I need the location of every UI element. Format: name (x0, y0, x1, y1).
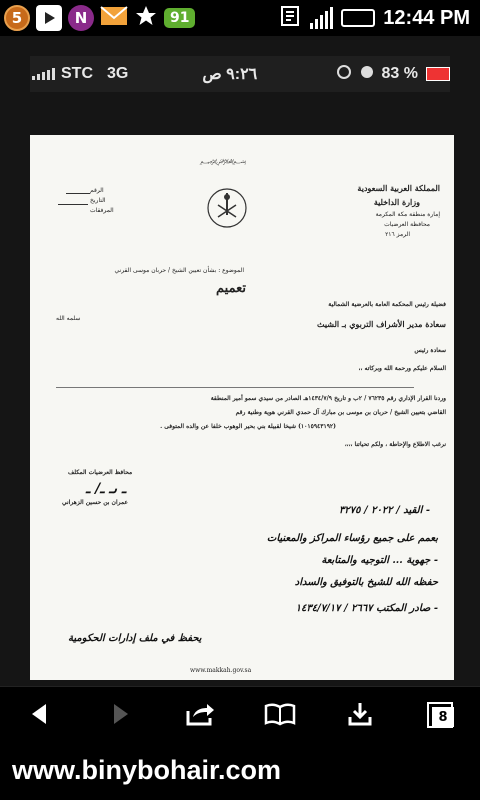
greeting: السلام عليكم ورحمة الله وبركاته ،، (358, 365, 446, 372)
photographed-phone-status-bar (30, 56, 450, 92)
signatory-name: عمران بن حسين الزهراني (62, 499, 128, 506)
tab-count: 8 (432, 707, 454, 727)
letterhead-attachments: المرفقات (90, 207, 114, 214)
photographed-time: ٩:٢٦ ص (202, 66, 258, 83)
usb-debug-icon (278, 4, 302, 32)
browser-navigation-bar (0, 686, 480, 741)
letterhead-date: التاريخ (90, 197, 106, 204)
handwritten-line-5: - صادر المكتب ٢٦٦٧ / ١٤٣٤/٧/١٧ (295, 603, 438, 614)
footer-website: www.makkah.gov.sa (190, 667, 252, 674)
bookmarks-button[interactable] (260, 694, 300, 734)
updates-count-badge[interactable]: 91 (164, 8, 195, 28)
body-line-3: (١٠١٥٩٤٣١٩٢) شيخا لقبيلة بني بحير الوهوب خلفا عن والده المتوفى . (160, 423, 336, 430)
clock: 12:44 PM (383, 6, 470, 29)
handwritten-line-2: بعمم على جميع رؤساء المراكز والمعنيات (266, 533, 438, 544)
download-icon (347, 701, 373, 727)
back-arrow-icon (28, 702, 52, 726)
battery-icon (341, 9, 375, 27)
forward-button[interactable] (100, 694, 140, 734)
regards-text: سلمه الله (56, 315, 81, 322)
mail-icon[interactable] (100, 5, 128, 31)
recipient-2: سعادة مدير الأشراف التربوي بـ الشيث (317, 319, 446, 329)
circular-title: تعميم (216, 281, 246, 296)
app-notification-icon[interactable]: N (68, 5, 94, 31)
handwritten-line-3: - جهوية ... التوجيه والمتابعة (321, 555, 438, 566)
saudi-emblem-icon (206, 185, 248, 231)
android-status-bar (0, 0, 480, 36)
photographed-battery-level: 83 % (381, 65, 418, 82)
letterhead-ministry: وزارة الداخلية (373, 197, 420, 207)
photographed-battery-icon (426, 67, 450, 81)
handwritten-line-1: - القيد / ٢٠٢٢ / ٣٢٧٥ (339, 505, 430, 516)
photographed-carrier: STC (61, 65, 93, 82)
subject-line: الموضوع : بشأن تعيين الشيخ / حربان موسى القرني (114, 267, 244, 274)
photographed-signal-icon (32, 68, 55, 80)
signatory-title: محافظ العرضيات المكلف (68, 469, 133, 476)
book-icon (264, 702, 296, 726)
photographed-alarm-icon (360, 65, 374, 84)
letterhead-kingdom: المملكة العربية السعودية (357, 183, 440, 193)
closing-line: نرغب الاطلاع والإحاطة ، ولكم تحياتنا ،،،، (344, 441, 446, 448)
photographed-network: 3G (107, 65, 129, 82)
official-letter (30, 135, 454, 680)
basmala-header: ﷽ (200, 158, 247, 165)
letterhead-code: الرمز ٢١٦ (385, 231, 410, 238)
recipient-3: سعادة رئيس (414, 347, 446, 354)
download-button[interactable] (340, 694, 380, 734)
play-store-icon[interactable] (36, 5, 62, 31)
letterhead-governorate: محافظة العرضيات (384, 221, 430, 228)
share-icon (185, 701, 215, 727)
star-icon[interactable] (134, 4, 158, 32)
handwritten-number-line (66, 193, 90, 194)
handwritten-line-6: يحفظ في ملف إدارات الحكومية (68, 633, 202, 644)
body-line-1: وردنا القرار الإداري رقم ٧٦٢٣٥ / ٢ب و تاريخ ١٤٣٤/٧/٩هـ الصادر من سيدي سمو أمير المنطقة (210, 395, 446, 402)
photographed-sync-icon (336, 64, 352, 85)
handwritten-date-line (58, 204, 88, 205)
document-frame-top (56, 387, 414, 388)
tabs-icon (425, 700, 455, 728)
body-line-2: القاضي بتعيين الشيخ / حربان بن موسى بن مبارك آل حمدي القرني هوية وطنية رقم (235, 409, 446, 416)
forward-arrow-icon (108, 702, 132, 726)
handwritten-line-4: حفظه الله للشيخ بالتوفيق والسداد (294, 577, 438, 588)
site-watermark: www.binybohair.com (0, 740, 480, 800)
recipient-1: فضيلة رئيس المحكمة العامة بالعرضية الشمالية (328, 301, 446, 308)
notification-count-icon[interactable]: 5 (4, 5, 30, 31)
signature-mark: ـ ىـ ـ/ ـ (86, 481, 127, 497)
letterhead-emirate: إمارة منطقة مكة المكرمة (375, 211, 440, 218)
letterhead-number: الرقم (90, 187, 104, 194)
share-button[interactable] (180, 694, 220, 734)
back-button[interactable] (20, 694, 60, 734)
signal-strength-icon (310, 7, 333, 29)
tabs-button[interactable] (420, 694, 460, 734)
